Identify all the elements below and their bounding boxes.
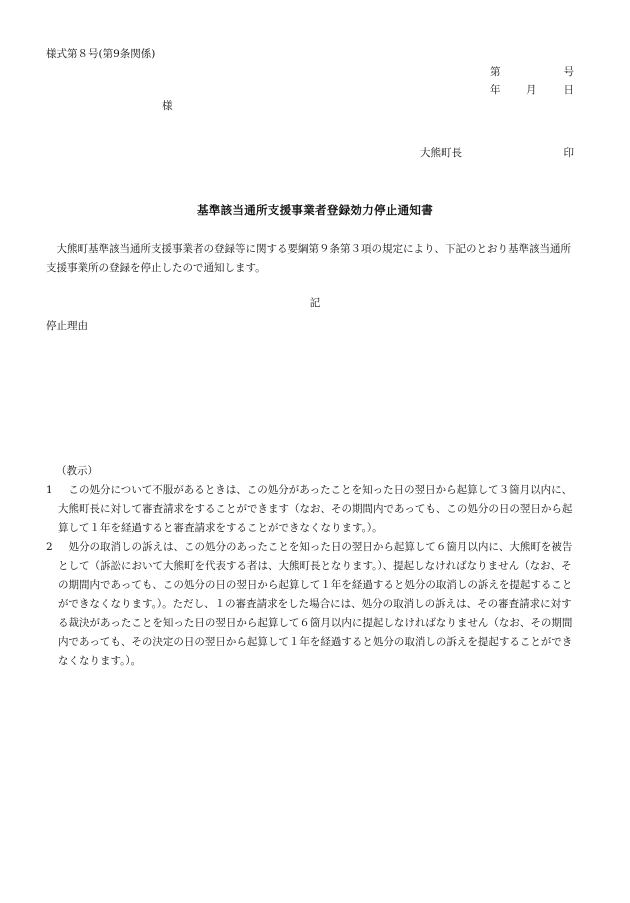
issuer-name: 大熊町長 — [420, 147, 462, 159]
teaching-item — [46, 481, 576, 538]
date-year-label: 年 — [490, 84, 501, 96]
date-day-label: 日 — [563, 84, 574, 96]
teaching-item-number: 2 — [46, 541, 53, 553]
teaching-item — [46, 538, 576, 671]
date-month-label: 月 — [526, 84, 537, 96]
teaching-item-text: この処分について不服があるときは、この処分があったことを知った日の翌日から起算して３箇月以内に、大熊町長に対して審査請求をすることができます（なお、その期間内であっても、この処分の日の翌日から起算して１年を経過すると審査請求をすることができなくなります。）。 — [58, 484, 573, 534]
number-dai-label: 第 — [490, 66, 501, 78]
ki-heading: 記 — [309, 297, 321, 309]
teaching-item-number: 1 — [46, 484, 53, 496]
addressee-suffix: 様 — [162, 100, 173, 112]
document-title: 基準該当通所支援事業者登録効力停止通知書 — [197, 203, 433, 217]
stop-reason-label: 停止理由 — [46, 320, 88, 332]
notice-body: 大熊町基準該当通所支援事業者の登録等に関する要綱第９条第３項の規定により、下記のとおり基準該当通所支援事業所の登録を停止したので通知します。 — [46, 243, 571, 274]
teaching-list — [46, 481, 576, 671]
form-number: 様式第８号(第9条関係) — [46, 48, 156, 60]
seal-mark: 印 — [563, 147, 574, 159]
number-go-label: 号 — [563, 66, 574, 78]
teaching-label: （教示） — [56, 465, 98, 477]
teaching-item-text: 処分の取消しの訴えは、この処分のあったことを知った日の翌日から起算して６箇月以内に、大熊町を被告として（訴訟において大熊町を代表する者は、大熊町長となります。）、提起しなければなりません（なお、その期間内であっても、この処分の日の翌日から起算して１年を経過すると処分の取消しの訴えを提起することができなくなります。）。ただし、１の審査請求をした場合には、処分の取消しの訴えは、その審査請求に対する裁決があったことを知った日の翌日から起算して６箇月以内に提起しなければなりません（なお、その期間内であっても、その決定の日の翌日から起算して１年を経過すると処分の取消しの訴えを提起することができなくなります。）。 — [58, 541, 573, 667]
